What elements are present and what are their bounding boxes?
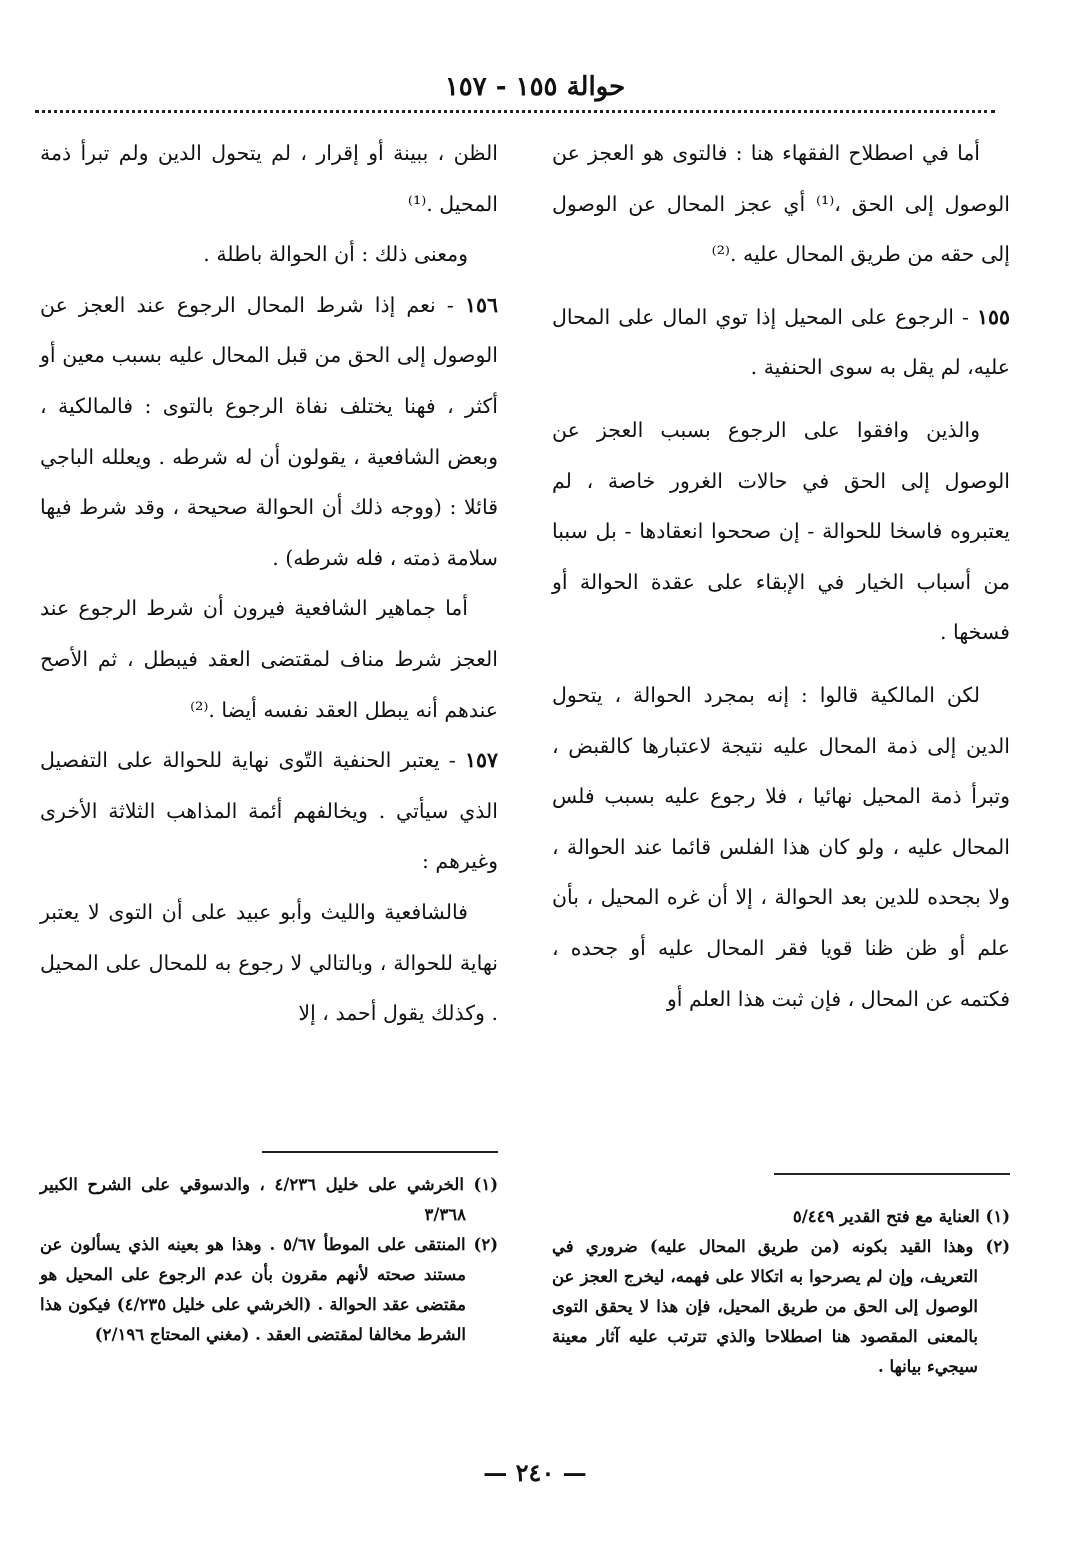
footnotes-left	[40, 1170, 498, 1350]
running-title: حوالة ١٥٥ - ١٥٧	[444, 72, 626, 102]
paragraph: فالشافعية والليث وأبو عبيد على أن التوى لا يعتبر نهاية للحوالة ، وبالتالي لا رجوع به للمحال على المحيل . وكذلك يقول أحمد ، إلا	[40, 899, 498, 1026]
footnotes-right	[552, 1202, 1010, 1382]
right-column	[552, 128, 1010, 1024]
footnote: (٢) المنتقى على الموطأ ٥/٦٧ . وهذا هو بعينه الذي يسألون عن مستند صحته لأنهم مقرون بأن عدم الرجوع على المحيل هو مقتضى عقد الحوالة . (الخرشي على خليل ٤/٢٣٥) فيكون هذا الشرط مخالفا لمقتضى العقد . (مغني المحتاج ٢/١٩٦)	[40, 1235, 498, 1344]
footnote: (١) العناية مع فتح القدير ٥/٤٤٩	[792, 1207, 1010, 1226]
left-column	[40, 128, 498, 1039]
paragraph: الظن ، ببينة أو إقرار ، لم يتحول الدين ولم تبرأ ذمة المحيل .⁽¹⁾	[40, 141, 498, 216]
footnote-rule	[774, 1173, 1010, 1175]
section-157	[40, 735, 498, 887]
footnote: (١) الخرشي على خليل ٤/٢٣٦ ، والدسوقي على الشرح الكبير ٣/٣٦٨	[40, 1175, 498, 1224]
footnote-rule	[262, 1151, 498, 1153]
paragraph: أما في اصطلاح الفقهاء هنا : فالتوى هو العجز عن الوصول إلى الحق ،⁽¹⁾ أي عجز المحال عن الوصول إلى حقه من طريق المحال عليه .⁽²⁾	[552, 141, 1010, 267]
section-text: - يعتبر الحنفية التّوى نهاية للحوالة على التفصيل الذي سيأتي . ويخالفهم أئمة المذاهب الثلاثة الأخرى وغيرهم :	[40, 748, 498, 874]
section-155	[552, 292, 1010, 393]
paragraph: ومعنى ذلك : أن الحوالة باطلة .	[203, 242, 468, 267]
header-dotted-rule	[35, 110, 995, 113]
paragraph: لكن المالكية قالوا : إنه بمجرد الحوالة ، يتحول الدين إلى ذمة المحال عليه نتيجة لاعتبارها كالقبض ، وتبرأ ذمة المحيل نهائيا ، فلا رجوع عليه بسبب فلس المحال عليه ، ولو كان هذا الفلس قائما عند الحوالة ، ولا بجحده للدين بعد الحوالة ، إلا أن غره المحيل ، بأن علم أو ظن ظنا قويا فقر المحال عليه أو جحده ، فكتمه عن المحال ، فإن ثبت هذا العلم أو	[552, 682, 1010, 1011]
section-text: - الرجوع على المحيل إذا توي المال على المحال عليه، لم يقل به سوى الحنفية .	[552, 304, 1010, 380]
paragraph: والذين وافقوا على الرجوع بسبب العجز عن الوصول إلى الحق في حالات الغرور خاصة ، لم يعتبروه فاسخا للحوالة - إن صححوا انعقادها - بل سببا من أسباب الخيار في الإبقاء على عقدة الحوالة أو فسخها .	[552, 417, 1010, 645]
paragraph: أما جماهير الشافعية فيرون أن شرط الرجوع عند العجز شرط مناف لمقتضى العقد فيبطل ، ثم الأصح عندهم أنه يبطل العقد نفسه أيضا .⁽²⁾	[40, 596, 498, 722]
section-text: - نعم إذا شرط المحال الرجوع عند العجز عن الوصول إلى الحق من قبل المحال عليه بسبب معين أو أكثر ، فهنا يختلف نفاة الرجوع بالتوى : فالمالكية ، وبعض الشافعية ، يقولون أن له شرطه . ويعلله الباجي قائلا : (ووجه ذلك أن الحوالة صحيحة ، وقد شرط فيها سلامة ذمته ، فله شرطه) .	[40, 292, 498, 570]
section-156	[40, 280, 498, 584]
section-number: ١٥٥	[976, 304, 1010, 329]
section-number: ١٥٧	[464, 748, 498, 773]
footnote: (٢) وهذا القيد بكونه (من طريق المحال عليه) ضروري في التعريف، وإن لم يصرحوا به اتكالا على فهمه، ليخرج العجز عن الوصول إلى الحق من طريق المحيل، فإن هذا لا يحقق التوى بالمعنى المقصود هنا اصطلاحا والذي تترتب عليه آثار معينة سيجيء بيانها .	[552, 1237, 1010, 1376]
section-number: ١٥٦	[464, 292, 498, 317]
page-number: — ٢٤٠ —	[483, 1458, 587, 1487]
